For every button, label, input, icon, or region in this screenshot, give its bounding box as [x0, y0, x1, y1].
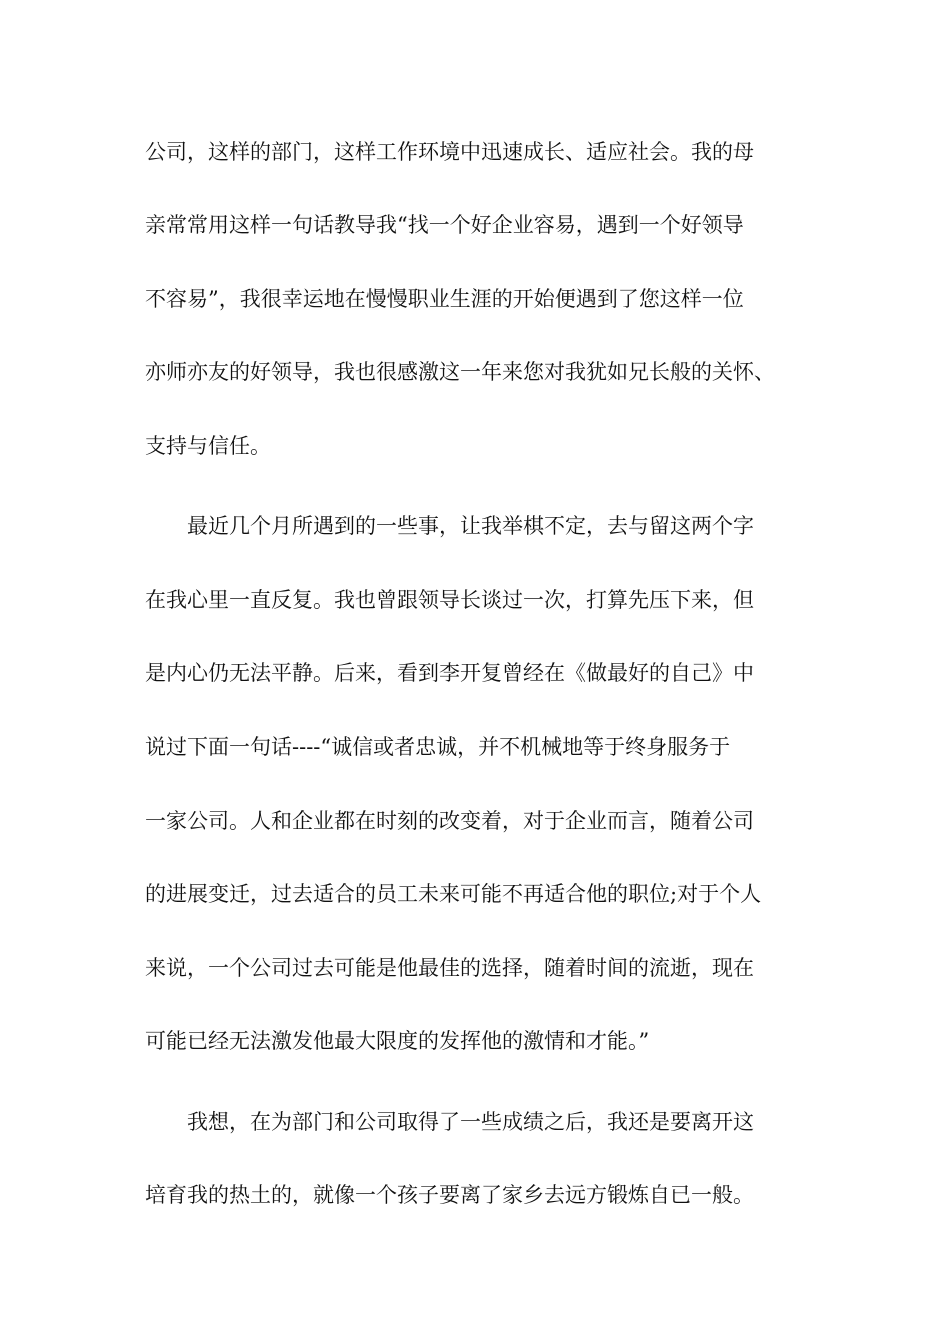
text-line: 亲常常用这样一句话教导我“找一个好企业容易，遇到一个好领导: [145, 213, 744, 237]
text-line: 说过下面一句话----“诚信或者忠诚，并不机械地等于终身服务于: [145, 735, 731, 759]
text-line: 亦师亦友的好领导，我也很感激这一年来您对我犹如兄长般的关怀、: [145, 360, 775, 384]
text-line: 支持与信任。: [145, 434, 271, 458]
text-line: 的进展变迁，过去适合的员工未来可能不再适合他的职位;对于个人: [145, 882, 762, 906]
text-line: 在我心里一直反复。我也曾跟领导长谈过一次，打算先压下来，但: [145, 588, 754, 612]
text-line: 不容易”，我很幸运地在慢慢职业生涯的开始便遇到了您这样一位: [145, 287, 744, 311]
text-line: 最近几个月所遇到的一些事，让我举棋不定，去与留这两个字: [145, 514, 754, 538]
text-line: 来说，一个公司过去可能是他最佳的选择，随着时间的流逝，现在: [145, 956, 754, 980]
text-line: 一家公司。人和企业都在时刻的改变着，对于企业而言，随着公司: [145, 809, 754, 833]
text-line: 我想，在为部门和公司取得了一些成绩之后，我还是要离开这: [145, 1110, 754, 1134]
text-line: 公司，这样的部门，这样工作环境中迅速成长、适应社会。我的母: [145, 140, 754, 164]
text-line: 是内心仍无法平静。后来，看到李开复曾经在《做最好的自己》中: [145, 661, 754, 685]
text-line: 培育我的热土的，就像一个孩子要离了家乡去远方锻炼自已一般。: [145, 1183, 754, 1207]
text-line: 可能已经无法激发他最大限度的发挥他的激情和才能。”: [145, 1029, 650, 1053]
